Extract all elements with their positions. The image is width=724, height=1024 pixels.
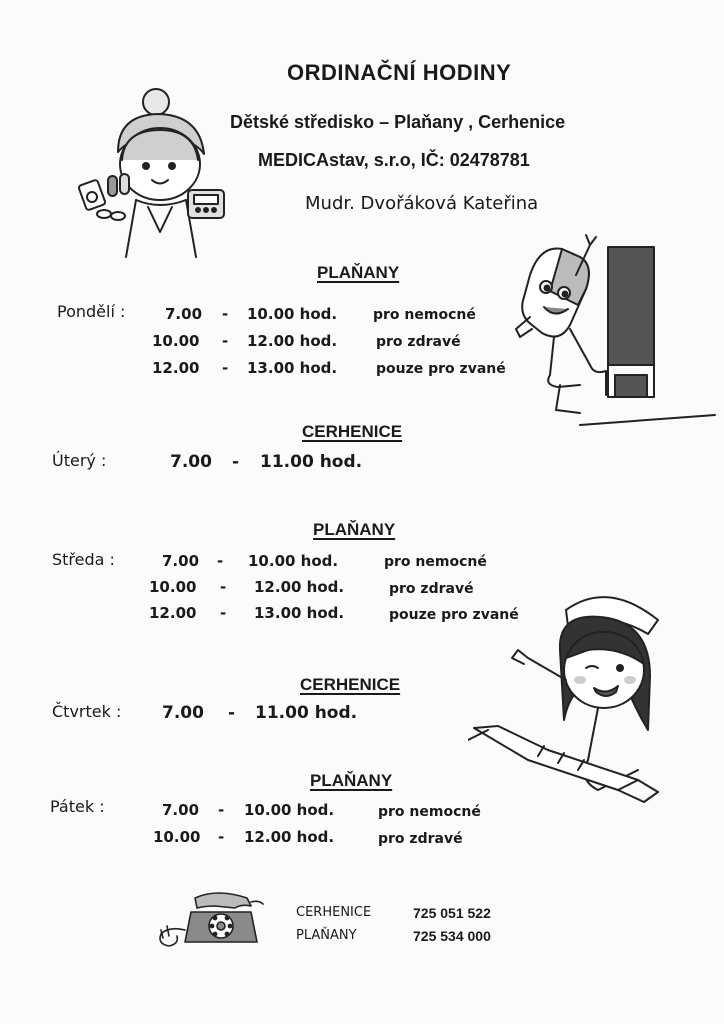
time-note: pro nemocné <box>384 554 487 570</box>
time-from: 7.00 <box>162 801 200 819</box>
company-line: MEDICAstav, s.r.o, IČ: 02478781 <box>258 150 530 170</box>
page-title: ORDINAČNÍ HODINY <box>287 60 512 85</box>
time-note: pro zdravé <box>389 581 474 597</box>
time-from: 10.00 <box>149 578 197 596</box>
time-to: 12.00 hod. <box>247 332 338 350</box>
contact-phone[interactable]: 725 534 000 <box>413 928 491 944</box>
time-dash: - <box>232 452 240 472</box>
time-dash: - <box>220 578 227 596</box>
day-label-pondeli: Pondělí : <box>57 302 126 321</box>
contact-phone[interactable]: 725 051 522 <box>413 905 491 921</box>
time-note: pro zdravé <box>376 334 461 350</box>
time-from: 7.00 <box>170 452 212 472</box>
time-to: 13.00 hod. <box>254 604 345 622</box>
day-label-ctvrtek: Čtvrtek : <box>52 702 122 721</box>
doctor-girl-illustration <box>78 82 238 262</box>
time-note: pouze pro zvané <box>376 361 506 377</box>
location-heading-planany: PLAŇANY <box>313 520 396 539</box>
telephone-icon <box>155 890 265 950</box>
time-to: 13.00 hod. <box>247 359 338 377</box>
time-note: pro nemocné <box>378 804 481 820</box>
location-heading-cerhenice: CERHENICE <box>302 422 403 441</box>
time-from: 7.00 <box>162 703 204 723</box>
contact-place: CERHENICE <box>296 905 372 920</box>
time-note: pro zdravé <box>378 831 463 847</box>
day-label-utery: Úterý : <box>52 451 107 470</box>
clinic-subtitle: Dětské středisko – Plaňany , Cerhenice <box>230 112 566 132</box>
time-to: 12.00 hod. <box>244 828 335 846</box>
time-note: pouze pro zvané <box>389 607 519 623</box>
pill-mascot-illustration <box>510 225 720 430</box>
time-from: 7.00 <box>162 552 200 570</box>
time-to: 11.00 hod. <box>255 703 358 723</box>
time-from: 12.00 <box>149 604 197 622</box>
day-label-streda: Středa : <box>52 550 115 569</box>
time-from: 10.00 <box>153 828 201 846</box>
time-from: 12.00 <box>152 359 200 377</box>
time-to: 12.00 hod. <box>254 578 345 596</box>
time-dash: - <box>218 828 225 846</box>
time-to: 11.00 hod. <box>260 452 363 472</box>
time-note: pro nemocné <box>373 307 476 323</box>
time-dash: - <box>222 332 229 350</box>
time-to: 10.00 hod. <box>247 305 338 323</box>
contact-place: PLAŇANY <box>296 928 357 943</box>
time-to: 10.00 hod. <box>244 801 335 819</box>
time-dash: - <box>222 359 229 377</box>
location-heading-cerhenice: CERHENICE <box>300 675 401 694</box>
time-dash: - <box>228 703 236 723</box>
time-dash: - <box>220 604 227 622</box>
time-dash: - <box>222 305 229 323</box>
time-to: 10.00 hod. <box>248 552 339 570</box>
location-heading-planany: PLAŇANY <box>310 771 393 790</box>
location-heading-planany: PLAŇANY <box>317 263 400 282</box>
time-dash: - <box>218 801 225 819</box>
time-from: 7.00 <box>165 305 203 323</box>
doctor-name: Mudr. Dvořáková Kateřina <box>305 193 539 214</box>
day-label-patek: Pátek : <box>50 797 105 816</box>
time-from: 10.00 <box>152 332 200 350</box>
time-dash: - <box>217 552 224 570</box>
